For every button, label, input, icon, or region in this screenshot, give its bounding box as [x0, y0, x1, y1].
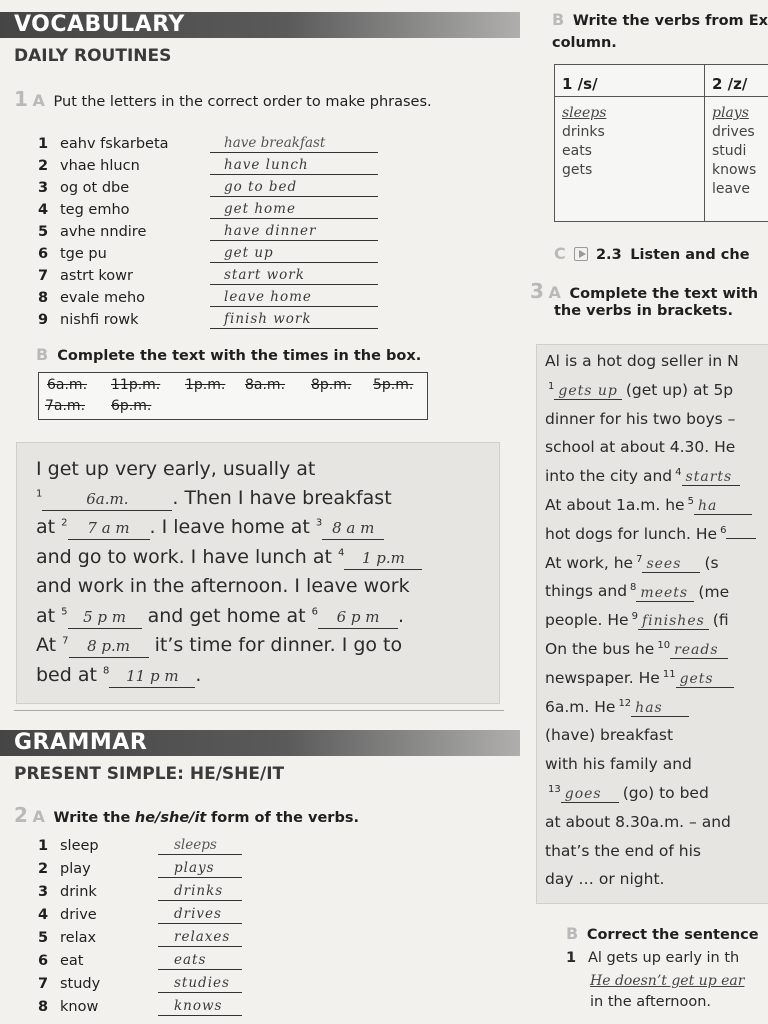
exercise-letter: A — [32, 91, 45, 110]
answer-field[interactable]: relaxes — [158, 929, 242, 947]
grammar-title: GRAMMAR — [14, 730, 148, 755]
gap-answer[interactable]: reads — [670, 642, 728, 659]
story-line — [545, 438, 735, 456]
text: at — [36, 605, 56, 627]
audio-track-number: 2.3 — [595, 247, 622, 263]
item-prompt: teg emho — [60, 202, 130, 218]
text: and go to work. I have lunch at — [36, 546, 332, 568]
item-number: 7 — [38, 268, 49, 284]
item-prompt: vhae hlucn — [60, 158, 140, 174]
story-text: (have) breakfast — [545, 726, 674, 745]
story-line — [545, 410, 735, 428]
answer-field[interactable]: drives — [158, 906, 242, 924]
item-prompt: eat — [60, 953, 84, 969]
grammar-subtitle: PRESENT SIMPLE: HE/SHE/IT — [14, 764, 285, 784]
story-line — [545, 813, 731, 831]
list-item — [38, 905, 97, 925]
gap-number: 3 — [315, 517, 323, 529]
exercise-letter: B — [36, 345, 49, 364]
text: . Then I have breakfast — [172, 487, 392, 509]
exercise-3b-instruction — [566, 924, 759, 945]
item-number: 5 — [38, 224, 49, 240]
story-line — [545, 525, 756, 543]
exercise-b-instruction-line2: column. — [552, 35, 617, 51]
times-box — [38, 372, 428, 420]
item-number: 2 — [38, 861, 49, 877]
story-line — [545, 870, 664, 888]
gap-number: 7 — [636, 553, 643, 565]
item-prompt: og ot dbe — [60, 180, 130, 196]
story-line — [545, 784, 709, 803]
item-number: 3 — [38, 180, 49, 196]
item-number: 6 — [38, 953, 49, 969]
text: it’s time for dinner. I go to — [154, 634, 403, 656]
story-line — [545, 726, 673, 744]
gap-answer[interactable]: gets up — [554, 383, 622, 400]
answer-field[interactable]: start work — [210, 267, 378, 285]
instruction-emphasis: he/she/it — [134, 810, 207, 826]
story-line — [545, 698, 689, 717]
story-line — [545, 554, 719, 573]
list-item — [38, 156, 140, 176]
item-number: 6 — [38, 246, 49, 262]
gap-answer[interactable]: finishes — [638, 613, 709, 630]
answer-field[interactable]: have lunch — [210, 157, 378, 175]
list-item — [38, 310, 138, 330]
answer-field[interactable]: finish work — [210, 311, 378, 329]
list-item — [38, 134, 169, 154]
list-item — [38, 266, 133, 286]
exercise-number: 2 — [14, 803, 28, 827]
gap-answer[interactable] — [726, 538, 756, 539]
gap-answer[interactable]: 6 p m — [318, 607, 398, 629]
story-text: at about 8.30a.m. – and — [545, 812, 731, 831]
text: At — [36, 634, 57, 656]
exercise-3b-item-continuation: in the afternoon. — [590, 994, 712, 1010]
time-option: 7a.m. — [45, 398, 86, 414]
item-prompt: eahv fskarbeta — [60, 136, 169, 152]
exercise-2a-instruction — [14, 803, 359, 828]
story-text: At work, he — [545, 553, 634, 572]
table-word: knows — [712, 162, 757, 178]
gap-number: 13 — [548, 784, 561, 795]
text-line-6 — [36, 605, 404, 629]
table-column-s — [562, 104, 606, 180]
exercise-letter: B — [566, 924, 579, 943]
instruction-text: Put the letters in the correct order to make phrases. — [53, 94, 432, 110]
exercise-letter: B — [552, 10, 565, 29]
answer-field[interactable]: get up — [210, 245, 378, 263]
story-text: At about 1a.m. he — [545, 496, 685, 515]
gap-answer[interactable]: starts — [682, 469, 740, 486]
story-text: with his family and — [545, 755, 692, 774]
table-word: eats — [562, 143, 592, 159]
gap-number: 9 — [631, 611, 638, 623]
gap-answer[interactable]: 8 a m — [322, 518, 384, 540]
item-number: 7 — [38, 976, 49, 992]
table-word: leave — [712, 181, 750, 197]
gap-number: 4 — [338, 547, 345, 559]
item-prompt: tge pu — [60, 246, 107, 262]
list-item — [38, 997, 98, 1017]
exercise-1b-instruction — [36, 345, 421, 366]
table-word: drinks — [562, 124, 605, 140]
item-number: 5 — [38, 930, 49, 946]
story-text: newspaper. He — [545, 668, 660, 687]
exercise-number: 1 — [14, 87, 28, 111]
text-line-5 — [36, 575, 410, 597]
exercise-letter: C — [554, 244, 566, 263]
table-word: drives — [712, 124, 755, 140]
instruction-text: Complete the text with the times in the box. — [57, 348, 422, 364]
gap-number: 5 — [687, 496, 694, 507]
gap-answer[interactable]: 7 a m — [68, 518, 150, 540]
table-col-divider — [704, 64, 705, 222]
text: I get up very early, usually at — [36, 458, 316, 480]
text-line-7 — [36, 634, 402, 658]
story-text: On the bus he — [545, 640, 655, 659]
exercise-b-instruction — [552, 10, 768, 31]
time-option: 8p.m. — [311, 377, 352, 393]
story-line — [545, 611, 729, 630]
story-text: school at about 4.30. He — [545, 438, 736, 457]
gap-answer[interactable]: gets — [676, 671, 734, 688]
answer-field[interactable]: have breakfast — [210, 135, 378, 153]
answer-field[interactable]: studies — [158, 975, 242, 993]
item-number: 3 — [38, 884, 49, 900]
exercise-3a-instruction-line2: the verbs in brackets. — [554, 303, 734, 319]
exercise-3b-answer[interactable]: He doesn’t get up ear — [590, 973, 745, 989]
item-prompt: avhe nndire — [60, 224, 147, 240]
text-line-4 — [36, 546, 422, 570]
list-item — [38, 882, 97, 902]
item-prompt: drink — [60, 884, 97, 900]
text-line-1 — [36, 458, 315, 480]
section-divider — [14, 710, 504, 711]
list-item — [38, 928, 96, 948]
gap-answer[interactable]: goes — [561, 786, 619, 803]
story-line — [545, 755, 692, 773]
story-text: 6a.m. He — [545, 697, 616, 716]
item-prompt: play — [60, 861, 91, 877]
instruction-text: Write the — [53, 810, 131, 826]
answer-field[interactable]: drinks — [158, 883, 242, 901]
table-word: gets — [562, 162, 593, 178]
gap-answer[interactable]: ha — [694, 498, 752, 515]
story-line — [545, 467, 740, 486]
time-option: 6a.m. — [47, 377, 88, 393]
story-text: (s — [704, 553, 719, 572]
table-header-z: 2 /z/ — [712, 75, 748, 93]
answer-field[interactable]: have dinner — [210, 223, 378, 241]
instruction-text: Complete the text with — [569, 286, 759, 302]
story-line — [545, 352, 739, 370]
item-prompt: know — [60, 999, 99, 1015]
time-option: 8a.m. — [245, 377, 286, 393]
exercise-number: 3 — [530, 279, 544, 303]
list-item — [38, 200, 130, 220]
answer-field[interactable]: go to bed — [210, 179, 378, 197]
item-prompt: study — [60, 976, 101, 992]
story-text: (get up) at 5p — [625, 380, 734, 399]
gap-number: 12 — [618, 697, 632, 709]
item-number: 4 — [38, 907, 49, 923]
instruction-text: Correct the sentence — [586, 927, 759, 943]
item-number: 8 — [38, 290, 49, 306]
item-prompt: relax — [60, 930, 97, 946]
story-line — [545, 381, 733, 400]
exercise-letter: A — [548, 283, 561, 302]
gap-number: 4 — [675, 467, 682, 479]
story-line — [545, 496, 752, 515]
answer-field[interactable]: sleeps — [158, 837, 242, 855]
table-word: plays — [712, 105, 749, 121]
story-line — [545, 640, 728, 659]
text: at — [36, 516, 56, 538]
gap-number: 8 — [630, 582, 637, 594]
answer-field[interactable]: leave home — [210, 289, 378, 307]
item-prompt: sleep — [60, 838, 99, 854]
time-option: 5p.m. — [373, 377, 414, 393]
exercise-1a-instruction — [14, 87, 434, 112]
instruction-text: Write the verbs from Ex — [572, 13, 768, 29]
gap-answer[interactable]: 1 p.m — [344, 548, 422, 570]
item-prompt: drive — [60, 907, 97, 923]
item-number: 2 — [38, 158, 49, 174]
list-item — [38, 288, 145, 308]
gap-number: 7 — [62, 635, 69, 647]
story-text: day … or night. — [545, 870, 665, 889]
story-line — [545, 842, 701, 860]
exercise-3b-item — [566, 950, 739, 966]
instruction-text: Listen and che — [630, 247, 750, 263]
story-text: hot dogs for lunch. He — [545, 524, 718, 543]
item-text: Al gets up early in th — [588, 950, 740, 966]
text: and work in the afternoon. I leave work — [36, 575, 410, 597]
story-text: things and — [545, 582, 628, 601]
gap-answer[interactable]: 6a.m. — [42, 489, 172, 511]
gap-answer[interactable]: 11 p m — [109, 666, 195, 688]
table-word: studi — [712, 143, 747, 159]
gap-number: 1 — [548, 380, 555, 392]
item-prompt: evale meho — [60, 290, 146, 306]
text-line-3 — [36, 516, 384, 540]
gap-number: 5 — [61, 606, 68, 618]
story-line — [545, 582, 729, 601]
story-text: Al is a hot dog seller in N — [545, 352, 739, 370]
vocabulary-title: VOCABULARY — [14, 12, 185, 37]
audio-play-icon[interactable] — [574, 247, 588, 261]
gap-number: 10 — [657, 640, 671, 651]
answer-field[interactable]: get home — [210, 201, 378, 219]
text: . — [398, 605, 405, 627]
text: . I leave home at — [149, 516, 310, 538]
exercise-c-instruction — [554, 244, 750, 265]
text: bed at — [36, 664, 97, 686]
gap-answer[interactable]: 5 p m — [68, 607, 142, 629]
table-header-s: 1 /s/ — [562, 75, 598, 93]
item-prompt: nishfi rowk — [60, 312, 139, 328]
item-number: 1 — [38, 136, 49, 152]
item-number: 1 — [38, 838, 49, 854]
answer-field[interactable]: plays — [158, 860, 242, 878]
answer-field[interactable]: knows — [158, 998, 242, 1016]
table-column-z — [712, 104, 756, 199]
story-text: into the city and — [545, 467, 673, 486]
gap-number: 1 — [36, 488, 43, 500]
gap-number: 11 — [662, 668, 676, 680]
story-text: (fi — [712, 611, 729, 630]
list-item — [38, 974, 100, 994]
gap-number: 6 — [720, 524, 727, 536]
text: . — [195, 664, 202, 686]
story-line — [545, 669, 734, 688]
gap-number: 8 — [103, 665, 110, 677]
table-head-divider — [554, 96, 768, 97]
item-number: 8 — [38, 999, 49, 1015]
gap-answer[interactable]: 8 p.m — [69, 636, 149, 658]
list-item — [38, 244, 107, 264]
story-text: people. He — [545, 611, 629, 630]
item-prompt: astrt kowr — [60, 268, 133, 284]
instruction-text: form of the verbs. — [210, 810, 359, 826]
list-item — [38, 951, 84, 971]
time-option: 11p.m. — [111, 377, 161, 393]
story-text: that’s the end of his — [545, 841, 701, 860]
gap-answer[interactable]: has — [631, 700, 689, 717]
exercise-letter: A — [32, 807, 45, 826]
item-number: 4 — [38, 202, 49, 218]
gap-number: 6 — [311, 606, 319, 618]
answer-field[interactable]: eats — [158, 952, 242, 970]
item-number: 1 — [566, 950, 577, 966]
story-text: (me — [698, 582, 730, 601]
text-line-8 — [36, 664, 201, 688]
list-item — [38, 859, 91, 879]
text: and get home at — [147, 605, 306, 627]
list-item — [38, 836, 99, 856]
story-text: dinner for his two boys – — [545, 409, 736, 428]
story-text: (go) to bed — [622, 784, 709, 803]
list-item — [38, 222, 146, 242]
text-line-2 — [36, 487, 392, 511]
gap-answer[interactable]: sees — [642, 556, 700, 573]
table-word: sleeps — [562, 105, 607, 121]
time-option: 1p.m. — [185, 377, 226, 393]
vocabulary-subtitle: DAILY ROUTINES — [14, 46, 172, 66]
time-option: 6p.m. — [111, 398, 152, 414]
gap-number: 2 — [61, 517, 68, 529]
list-item — [38, 178, 129, 198]
gap-answer[interactable]: meets — [636, 585, 694, 602]
exercise-3a-instruction — [530, 279, 759, 304]
item-number: 9 — [38, 312, 49, 328]
